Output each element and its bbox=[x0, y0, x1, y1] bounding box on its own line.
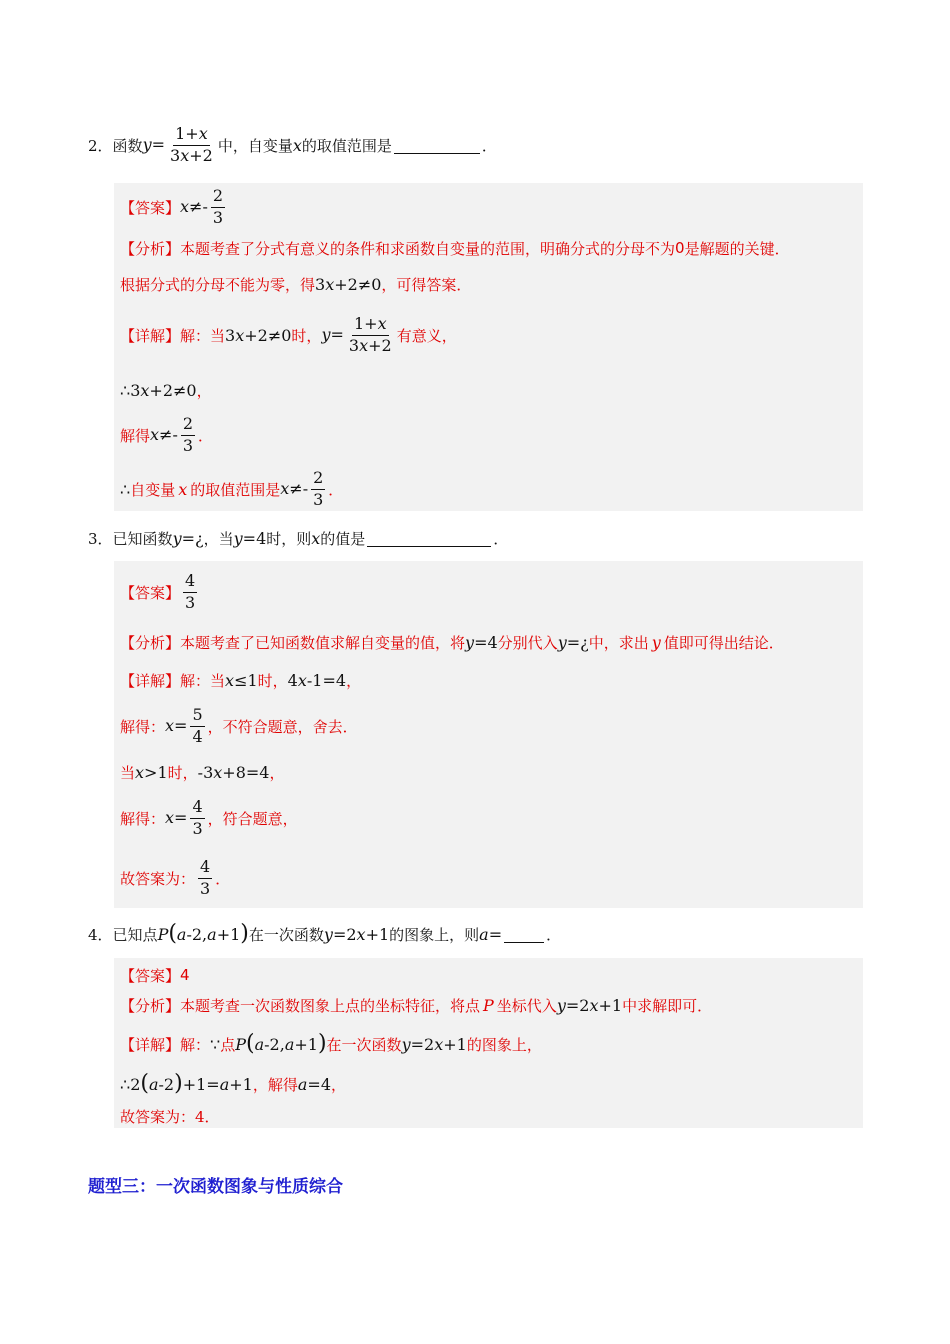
detail-label: 【详解】 bbox=[120, 326, 181, 345]
formula: x>1 bbox=[135, 762, 168, 782]
question-text: 中，自变量 bbox=[217, 136, 293, 155]
solution-box-2 bbox=[114, 183, 863, 511]
detail-text: 点 bbox=[220, 1035, 236, 1054]
answer-label: 【答案】 bbox=[120, 583, 181, 602]
analysis-text: 坐标代入 bbox=[496, 996, 557, 1015]
section-title: 题型三：一次函数图象与性质综合 bbox=[88, 1177, 343, 1197]
detail-text: 解：当 bbox=[180, 326, 226, 345]
analysis-line bbox=[120, 629, 784, 655]
question-3 bbox=[88, 518, 508, 558]
detail-text: ， bbox=[196, 381, 212, 400]
detail-text: 故答案为： bbox=[120, 869, 196, 888]
detail-line bbox=[120, 377, 212, 403]
analysis-text: 本题考查了已知函数值求解自变量的值，将 bbox=[180, 633, 466, 652]
detail-line bbox=[120, 313, 457, 357]
variable: x bbox=[292, 135, 302, 155]
answer-blank bbox=[504, 926, 544, 943]
analysis-text: 根据分式的分母不能为零，得 bbox=[120, 275, 316, 294]
formula: y=¿ bbox=[557, 632, 589, 652]
detail-text: 在一次函数 bbox=[326, 1035, 402, 1054]
formula: y=2x+1 bbox=[323, 924, 390, 944]
question-text: 函数 bbox=[112, 136, 143, 155]
formula: 3x+2≠0 bbox=[225, 325, 292, 345]
detail-text: ，解得 bbox=[252, 1075, 298, 1094]
detail-text: 时， bbox=[257, 671, 288, 690]
formula: y=4 bbox=[465, 632, 498, 652]
formula: x≠- $\frac{2}{3}$ bbox=[280, 467, 324, 509]
detail-text: 有意义， bbox=[396, 326, 457, 345]
detail-text: ，不符合题意，舍去． bbox=[207, 717, 358, 736]
question-number: 2． bbox=[88, 136, 113, 155]
variable: x bbox=[311, 528, 321, 548]
analysis-text: 分别代入 bbox=[497, 633, 558, 652]
detail-line bbox=[120, 667, 361, 693]
analysis-text: 值即可得出结论． bbox=[663, 633, 784, 652]
formula: x≤1 bbox=[225, 670, 258, 690]
solution-box-3 bbox=[114, 561, 863, 908]
question-text: 在一次函数 bbox=[248, 925, 324, 944]
analysis-text: 0 bbox=[675, 239, 685, 257]
question-text: ． bbox=[481, 136, 497, 155]
formula: x= $\frac{5}{4}$ bbox=[165, 704, 203, 746]
analysis-label: 【分析】 bbox=[120, 996, 181, 1015]
because-symbol: ∵ bbox=[210, 1034, 221, 1054]
detail-text: 解：当 bbox=[180, 671, 226, 690]
formula: y= $\frac{1+x}{3x+2}$ bbox=[321, 313, 392, 355]
formula: x= $\frac{4}{3}$ bbox=[165, 796, 203, 838]
question-text: 已知点 bbox=[112, 925, 158, 944]
formula: y=2x+1 bbox=[401, 1034, 467, 1054]
formula: P(a-2,a+1) bbox=[235, 1031, 327, 1056]
formula: y=¿ bbox=[172, 528, 204, 548]
question-text: 的图象上，则 bbox=[389, 925, 480, 944]
detail-line bbox=[120, 759, 284, 785]
detail-text: 时， bbox=[167, 763, 198, 782]
answer-blank bbox=[367, 530, 491, 547]
formula: ∴2(a-2)+1=a+1 bbox=[120, 1071, 253, 1096]
detail-text: 故答案为：4． bbox=[120, 1107, 220, 1126]
detail-line bbox=[120, 1068, 346, 1100]
analysis-label: 【分析】 bbox=[120, 633, 181, 652]
variable: x bbox=[178, 479, 188, 499]
formula: $\frac{4}{3}$ bbox=[185, 570, 196, 612]
formula: 3x+2≠0 bbox=[315, 274, 382, 294]
question-text: ，当 bbox=[203, 529, 234, 548]
formula: -3x+8=4 bbox=[197, 762, 270, 782]
detail-label: 【详解】 bbox=[120, 1035, 181, 1054]
answer-label: 【答案】 bbox=[120, 966, 181, 985]
detail-text: ， bbox=[346, 671, 362, 690]
detail-line bbox=[120, 413, 213, 457]
therefore-symbol: ∴ bbox=[120, 479, 131, 499]
question-number: 4． bbox=[88, 925, 113, 944]
detail-text: ． bbox=[328, 480, 344, 499]
formula: a=4 bbox=[297, 1074, 331, 1094]
answer-label: 【答案】 bbox=[120, 198, 181, 217]
analysis-line bbox=[120, 271, 471, 297]
question-2 bbox=[88, 125, 497, 165]
analysis-text: 中，求出 bbox=[588, 633, 649, 652]
variable: y bbox=[651, 632, 661, 652]
detail-text: 解得 bbox=[120, 426, 151, 445]
question-number: 3． bbox=[88, 529, 113, 548]
detail-line bbox=[120, 855, 230, 901]
formula: y=4 bbox=[233, 528, 267, 548]
analysis-text: 中求解即可． bbox=[622, 996, 713, 1015]
answer-value: 4 bbox=[180, 966, 190, 984]
detail-text: ． bbox=[198, 426, 214, 445]
question-4 bbox=[88, 914, 561, 954]
detail-text: ， bbox=[269, 763, 285, 782]
analysis-text: 是解题的关键． bbox=[684, 239, 790, 258]
analysis-text: 本题考查一次函数图象上点的坐标特征，将点 bbox=[180, 996, 481, 1015]
answer-blank bbox=[394, 137, 480, 154]
detail-text: ， bbox=[331, 1075, 347, 1094]
detail-label: 【详解】 bbox=[120, 671, 181, 690]
analysis-text: ，可得答案． bbox=[381, 275, 472, 294]
detail-text: 当 bbox=[120, 763, 136, 782]
formula: a= bbox=[479, 924, 503, 944]
formula: P(a-2,a+1) bbox=[157, 921, 249, 946]
detail-text: 的图象上， bbox=[466, 1035, 542, 1054]
question-text: 的取值范围是 bbox=[301, 136, 392, 155]
question-text: ． bbox=[493, 529, 509, 548]
analysis-line bbox=[120, 235, 790, 261]
detail-text: 自变量 bbox=[130, 480, 176, 499]
analysis-label: 【分析】 bbox=[120, 239, 181, 258]
formula: $\frac{4}{3}$ bbox=[200, 856, 211, 898]
formula: y=2x+1 bbox=[556, 995, 623, 1015]
detail-line bbox=[120, 1104, 220, 1128]
formula: ∴3x+2≠0 bbox=[120, 380, 197, 400]
detail-line bbox=[120, 795, 298, 841]
analysis-text: 本题考查了分式有意义的条件和求函数自变量的范围，明确分式的分母不为 bbox=[180, 239, 676, 258]
detail-text: 的取值范围是 bbox=[190, 480, 281, 499]
formula: x≠- $\frac{2}{3}$ bbox=[180, 185, 224, 227]
answer-line bbox=[120, 565, 200, 619]
question-text: ． bbox=[546, 925, 562, 944]
formula: 4x-1=4 bbox=[287, 670, 347, 690]
variable: P bbox=[483, 995, 494, 1015]
answer-line bbox=[120, 962, 190, 988]
detail-line bbox=[120, 1028, 542, 1060]
detail-text: ，符合题意， bbox=[207, 809, 298, 828]
detail-line bbox=[120, 703, 358, 749]
detail-text: 时， bbox=[291, 326, 322, 345]
answer-line bbox=[120, 187, 228, 227]
solution-box-4 bbox=[114, 958, 863, 1128]
formula: y= $\frac{1+x}{3x+2}$ bbox=[142, 123, 213, 165]
detail-text: 解： bbox=[180, 1035, 211, 1054]
analysis-line bbox=[120, 992, 712, 1018]
question-text: 的值是 bbox=[320, 529, 366, 548]
detail-text: 解得： bbox=[120, 717, 166, 736]
formula: x≠- $\frac{2}{3}$ bbox=[150, 413, 194, 455]
detail-text: ． bbox=[215, 869, 231, 888]
detail-line bbox=[120, 467, 343, 511]
question-text: 时，则 bbox=[266, 529, 312, 548]
question-text: 已知函数 bbox=[112, 529, 173, 548]
detail-text: 解得： bbox=[120, 809, 166, 828]
